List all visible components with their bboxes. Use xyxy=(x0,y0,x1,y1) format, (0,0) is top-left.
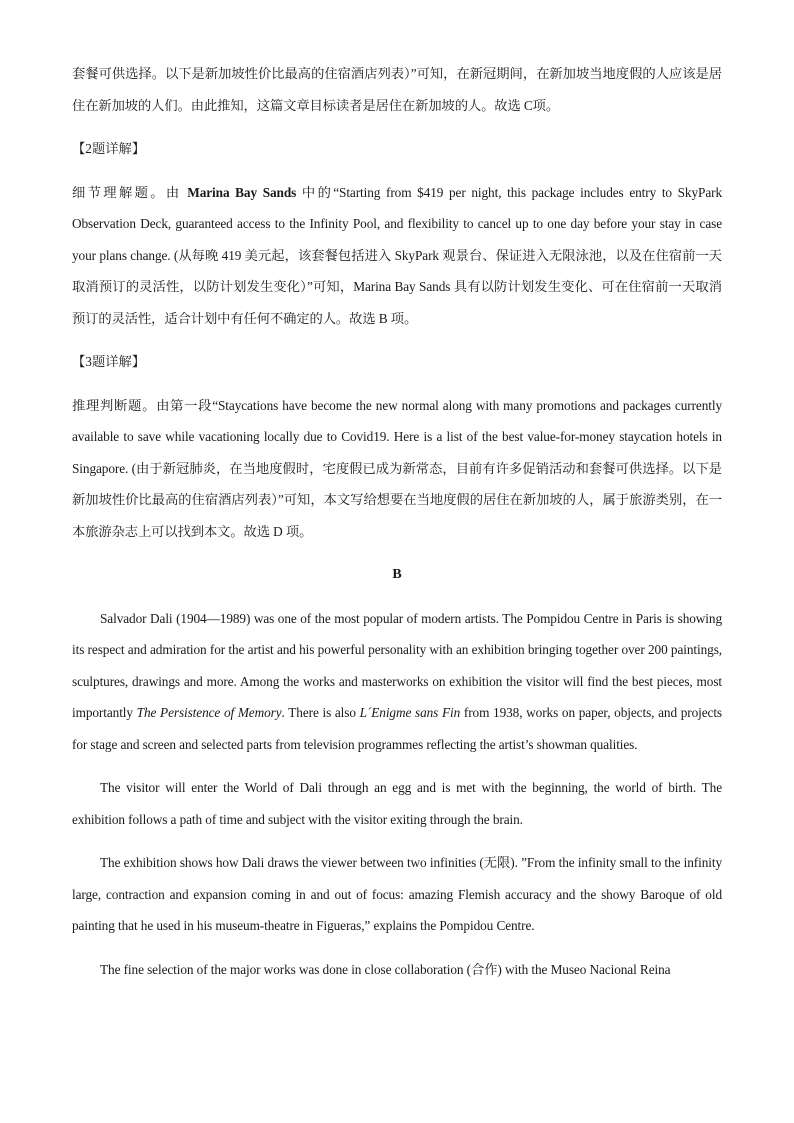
question-2-heading: 【2题详解】 xyxy=(72,141,146,156)
passage-b-paragraph-4: The fine selection of the major works was done in close collaboration (合作) with the Museo Nacional Reina xyxy=(100,961,671,977)
answer-1-conclusion: 套餐可供选择。以下是新加坡性价比最高的住宿酒店列表）”可知，在新冠期间，在新加坡当地度假的人应该是居住在新加坡的人们。由此推知，这篇文章目标读者是居住在新加坡的人。故选 C项。 xyxy=(72,66,722,113)
passage-b-paragraph-2: The visitor will enter the World of Dali through an egg and is met with the beginning, the world of birth. The exhibition follows a path of time and subject with the visitor exiting through the brain. xyxy=(72,780,722,827)
artwork-title-enigme: L´Enigme sans Fin xyxy=(359,705,461,720)
answer-2-intro: 细节理解题。由 xyxy=(72,184,188,200)
document-page xyxy=(72,58,722,985)
passage-b-p1-mid: . There is also xyxy=(281,705,360,720)
answer-2-body: 中的“Starting from $419 per night, this package includes entry to SkyPark Observation Deck, guaranteed access to the Infinity Pool, and flexibility to cancel up to one day before your stay in case your plans change. (从每晚 419 美元起，该套餐包括进入 SkyPark 观景台、保证进入无限泳池，以及在住宿前一天取消预订的灵活性，以防计划发生变化）”可知，Marina Bay Sands 具有以防计划发生变化、可在住宿前一天取消预订的灵活性，适合计划中有任何不确定的人。故选 B 项。 xyxy=(72,184,723,326)
answer-3-explanation: 推理判断题。由第一段“Staycations have become the new normal along with many promotions and packages currently available to save while vacationing locally due to Covid19. Here is a list of the best value-for-money staycation hotels in Singapore. (由于新冠肺炎，在当地度假时，宅度假已成为新常态，目前有许多促销活动和套餐可供选择。以下是新加坡性价比最高的住宿酒店列表）”可知，本文写给想要在当地度假的居住在新加坡的人，属于旅游类别，在一本旅游杂志上可以找到本文。故选 D 项。 xyxy=(72,397,722,539)
passage-b-p1-text: Salvador Dali (1904—1989) was one of the most popular of modern artists. The Pompidou Centre in Paris is showing its respect and admiration for the artist and his powerful personality with an exhibition bringing together over 200 paintings, sculptures, drawings and more. Among the works and masterworks on exhibition the visitor will find the best pieces, most importantly xyxy=(72,610,722,720)
question-3-heading: 【3题详解】 xyxy=(72,354,146,369)
section-b-title: B xyxy=(392,567,402,582)
artwork-title-persistence: The Persistence of Memory xyxy=(136,705,282,720)
hotel-name: Marina Bay Sands xyxy=(187,184,297,200)
passage-b-paragraph-1 xyxy=(72,603,722,761)
passage-b-p1-end: from 1938, works on paper, objects, and projects for stage and screen and selected parts from television programmes reflecting the artist’s showman qualities. xyxy=(72,705,723,752)
answer-2-explanation xyxy=(72,177,722,335)
passage-b-paragraph-3: The exhibition shows how Dali draws the viewer between two infinities (无限). ”From the infinity small to the infinity large, contraction and expansion coming in and out of focus: amazing Flemish accuracy and the showy Baroque of old painting that he used in his museum-theatre in Figueras,” explains the Pompidou Centre. xyxy=(72,855,722,933)
